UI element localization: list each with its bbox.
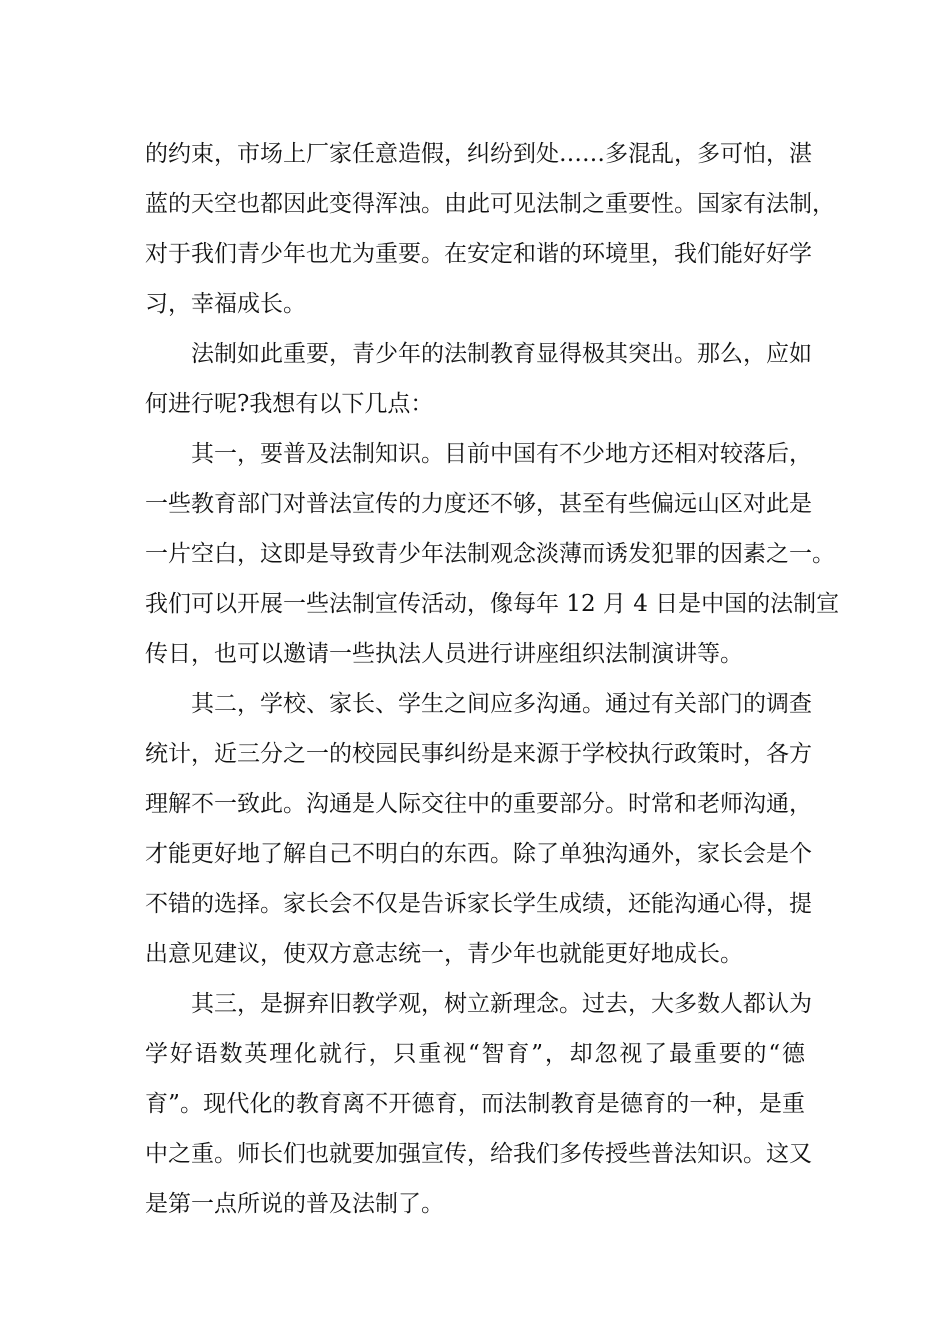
text-line: 法制如此重要，青少年的法制教育显得极其突出。那么，应如 bbox=[191, 341, 812, 367]
text-line: 习，幸福成长。 bbox=[145, 291, 306, 317]
text-line: 一片空白，这即是导致青少年法制观念淡薄而诱发犯罪的因素之一。 bbox=[145, 541, 835, 567]
text-line: 不错的选择。家长会不仅是告诉家长学生成绩，还能沟通心得，提 bbox=[145, 891, 812, 917]
text-line: 学好语数英理化就行，只重视“智育”，却忽视了最重要的“德 bbox=[145, 1041, 805, 1067]
text-line: 是第一点所说的普及法制了。 bbox=[145, 1191, 444, 1217]
text-line: 传日，也可以邀请一些执法人员进行讲座组织法制演讲等。 bbox=[145, 641, 743, 667]
text-line: 蓝的天空也都因此变得浑浊。由此可见法制之重要性。国家有法制， bbox=[145, 191, 835, 217]
document-body bbox=[145, 129, 840, 1229]
paragraph-2 bbox=[145, 329, 812, 429]
text-line: 其二，学校、家长、学生之间应多沟通。通过有关部门的调查 bbox=[191, 691, 812, 717]
text-line: 理解不一致此。沟通是人际交往中的重要部分。时常和老师沟通， bbox=[145, 791, 812, 817]
text-line: 何进行呢?我想有以下几点： bbox=[145, 391, 434, 417]
text-line: 才能更好地了解自己不明白的东西。除了单独沟通外，家长会是个 bbox=[145, 841, 812, 867]
text-line: 我们可以开展一些法制宣传活动，像每年 12 月 4 日是中国的法制宣 bbox=[145, 591, 840, 617]
text-line: 统计，近三分之一的校园民事纠纷是来源于学校执行政策时，各方 bbox=[145, 741, 812, 767]
paragraph-3 bbox=[145, 429, 840, 679]
text-line: 对于我们青少年也尤为重要。在安定和谐的环境里，我们能好好学 bbox=[145, 241, 812, 267]
text-line: 一些教育部门对普法宣传的力度还不够，甚至有些偏远山区对此是 bbox=[145, 491, 812, 517]
text-line: 出意见建议，使双方意志统一，青少年也就能更好地成长。 bbox=[145, 941, 743, 967]
paragraph-1 bbox=[145, 129, 835, 329]
text-line: 其一，要普及法制知识。目前中国有不少地方还相对较落后， bbox=[191, 441, 812, 467]
text-line: 的约束，市场上厂家任意造假，纠纷到处……多混乱，多可怕，湛 bbox=[145, 141, 812, 167]
text-line: 育”。现代化的教育离不开德育，而法制教育是德育的一种，是重 bbox=[145, 1091, 805, 1117]
paragraph-4 bbox=[145, 679, 812, 979]
text-line: 中之重。师长们也就要加强宣传，给我们多传授些普法知识。这又 bbox=[145, 1141, 812, 1167]
paragraph-5 bbox=[145, 979, 812, 1229]
text-line: 其三，是摒弃旧教学观，树立新理念。过去，大多数人都认为 bbox=[191, 991, 812, 1017]
